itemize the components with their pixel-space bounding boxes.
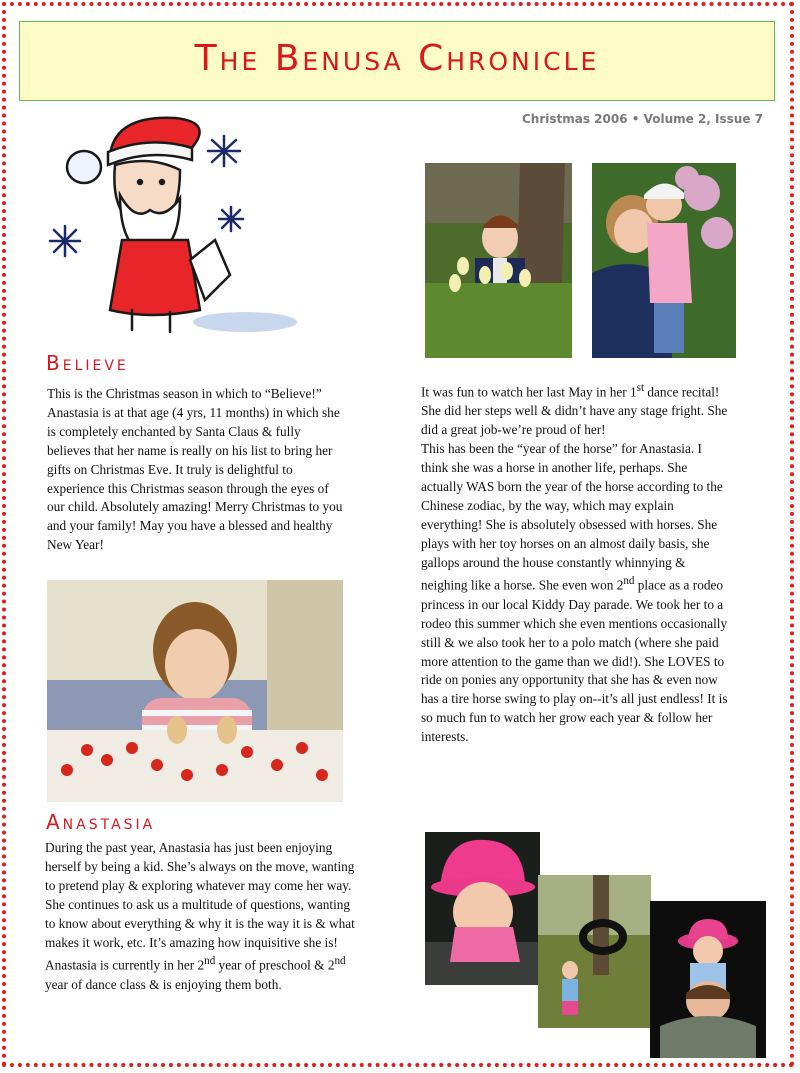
horse-paragraph: This has been the “year of the horse” for Anastasia. I think she was a horse in another life, perhaps. She actually WAS born the year of the horse according to the Chinese zodiac, by the way, which may explain everything! She is absolutely obsessed with horses. She plays with her toy horses on an almost daily basis, she gallops around the house constantly whinnying & neighing like a horse. She even won 2nd place as a rodeo princess in our local Kiddy Day parade. We took her to a rodeo this summer which she even mentions occasionally still & we also took her to a polo match (where she paid more attention to the game than we did!). She LOVES to ride on ponies any opportunity that she has & even now has a tire horse swing to play on--it’s all just endless! It is so much fun to watch her grow each year & follow her interests. [421, 441, 728, 745]
anastasia-heading: Anastasia [46, 810, 156, 834]
pink-hat-photo [425, 832, 540, 985]
tire-swing-photo [538, 875, 651, 1028]
recital-paragraph: It was fun to watch her last May in her 1st dance recital! She did her steps well & didn’t have any stage fright. She did a great job-we’re proud of her! [421, 382, 728, 438]
anastasia-christmas-photo [47, 580, 343, 802]
mother-daughter-photo [592, 163, 736, 358]
newsletter-title: The Benusa Chronicle [194, 38, 600, 79]
believe-heading: Believe [46, 351, 129, 375]
santa-clipart [40, 110, 300, 335]
right-column-text [421, 379, 731, 747]
masthead [19, 21, 775, 101]
believe-paragraph: This is the Christmas season in which to “Believe!” Anastasia is at that age (4 yrs, 11 months) in which she is completely enchanted by Santa Claus & fully believes that her name is really on his list to bring her gifts on Christmas Eve. It truly is delightful to experience this Christmas season through the eyes of our child. Absolutely amazing! Merry Christmas to you and your family! May you have a blessed and healthy New Year! [47, 386, 343, 553]
issue-line: Christmas 2006 • Volume 2, Issue 7 [521, 112, 763, 126]
anastasia-paragraph-1: During the past year, Anastasia has just been enjoying herself by being a kid. She’s always on the move, wanting to pretend play & exploring whatever may come her way. She continues to ask us a multitude of questions, wanting to know about everything & why it is the way it is & what makes it work, etc. It’s amazing how inquisitive she is! [45, 840, 355, 950]
anastasia-text [45, 839, 355, 995]
tulips-photo [425, 163, 572, 358]
believe-text [47, 385, 347, 555]
shoulder-ride-photo [650, 901, 766, 1058]
anastasia-paragraph-2: Anastasia is currently in her 2nd year of preschool & 2nd year of dance class & is enjoying them both. [45, 955, 346, 992]
